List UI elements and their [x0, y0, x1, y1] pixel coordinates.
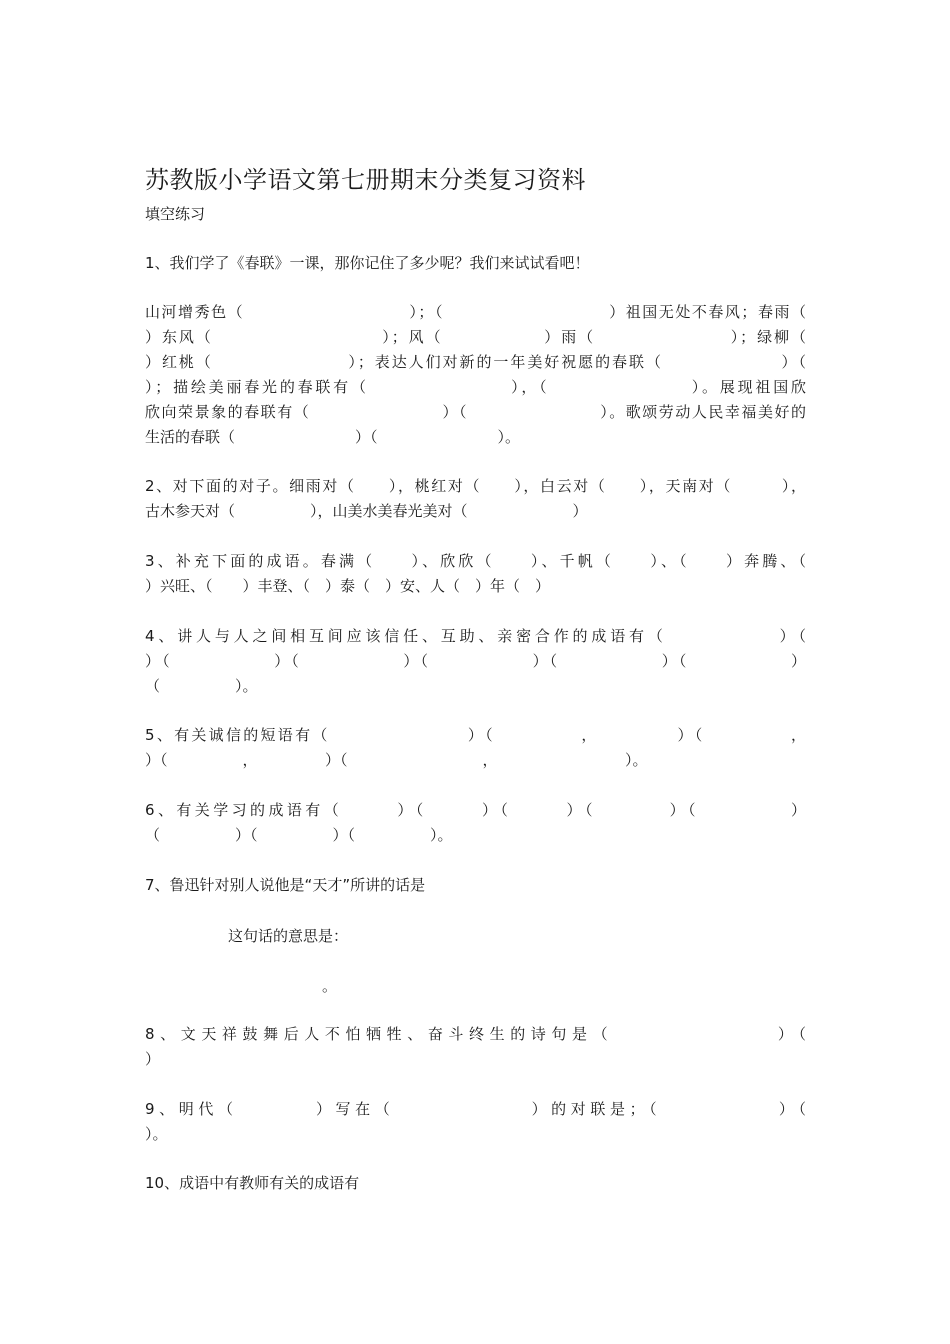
question-1-line: ）；描绘美丽春光的春联有（ ），（ ）。展现祖国欣 — [145, 378, 806, 396]
question-5-line: 5、有关诚信的短语有（ ）（ ， ）（ ， — [145, 726, 806, 744]
question-9-line: ）。 — [145, 1125, 168, 1143]
question-1-line: 生活的春联（ ）（ ）。 — [145, 428, 521, 446]
section-subtitle: 填空练习 — [145, 205, 206, 223]
question-8-line: 8、文天祥鼓舞后人不怕牺牲、奋斗终生的诗句是（ ）（ — [145, 1025, 806, 1043]
question-2-line: 2、对下面的对子。细雨对（ ），桃红对（ ），白云对（ ），天南对（ ）， — [145, 477, 806, 495]
question-4-line: 4、讲人与人之间相互间应该信任、互助、亲密合作的成语有（ ）（ — [145, 627, 806, 645]
question-7-meaning: 这句话的意思是： — [228, 927, 349, 945]
question-2-line: 古木参天对（ ），山美水美春光美对（ ） — [145, 502, 588, 520]
question-10-prompt: 10、成语中有教师有关的成语有 — [145, 1174, 360, 1192]
question-1-prompt: 1、我们学了《春联》一课，那你记住了多少呢？我们来试试看吧！ — [145, 254, 590, 272]
question-7-end: 。 — [322, 977, 338, 995]
question-1-line: 山河增秀色（ ）；（ ）祖国无处不春风；春雨（ — [145, 303, 806, 321]
question-7-prompt: 7、鲁迅针对别人说他是“天才”所讲的话是 — [145, 876, 426, 894]
question-6-line: （ ）（ ）（ ）。 — [145, 826, 453, 844]
question-1-line: 欣向荣景象的春联有（ ）（ ）。歌颂劳动人民幸福美好的 — [145, 403, 806, 421]
question-5-line: ）（ ， ）（ ， ）。 — [145, 751, 648, 769]
question-8-line: ） — [145, 1050, 161, 1068]
question-6-line: 6、有关学习的成语有（ ）（ ）（ ）（ ）（ ） — [145, 801, 806, 819]
question-1-line: ）红桃（ ）；表达人们对新的一年美好祝愿的春联（ ）（ — [145, 353, 806, 371]
question-3-line: ）兴旺、（ ）丰登、（ ）泰（ ）安、人（ ）年（ ） — [145, 577, 551, 595]
question-3-line: 3、补充下面的成语。春满（ ）、欣欣（ ）、千帆（ ）、（ ）奔腾、（ — [145, 552, 806, 570]
question-4-line: （ ）。 — [145, 677, 258, 695]
question-4-line: ）（ ）（ ）（ ）（ ）（ ） — [145, 652, 806, 670]
question-9-line: 9、明代（ ）写在（ ）的对联是；（ ）（ — [145, 1100, 806, 1118]
document-title: 苏教版小学语文第七册期末分类复习资料 — [145, 166, 586, 194]
question-1-line: ）东风（ ）；风（ ）雨（ ）；绿柳（ — [145, 328, 806, 346]
